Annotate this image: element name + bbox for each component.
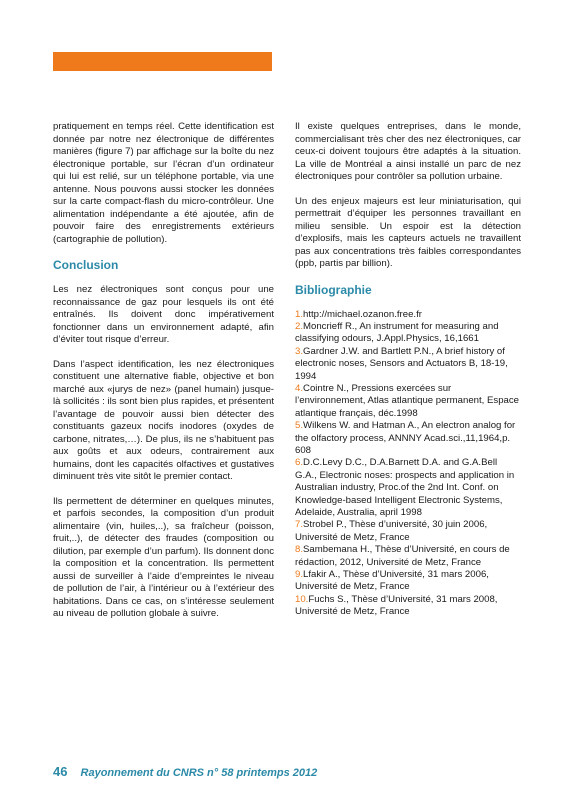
bibliography-text: Strobel P., Thèse d’université, 30 juin 2006, Université de Metz, France	[295, 519, 488, 543]
bibliography-number: 10.	[295, 593, 309, 605]
left-column	[53, 121, 274, 633]
bibliography-text: D.C.Levy D.C., D.A.Barnett D.A. and G.A.Bell G.A., Electronic noses: prospects and application in Australian industry, Proc.of the 2nd Int. Conf. on Knowledge-based Intelligent Electronic Systems, Adelaide, Australia, april 1998	[295, 457, 515, 518]
paragraph: Ils permettent de déterminer en quelques minutes, et parfois secondes, la composition d’un produit alimentaire (vin, huiles,..), sa fraîcheur (poisson, fruit,..), de détecter des fraudes (composition ou dilution, par exemple d’un parfum). Ils donnent donc la composition et la concentration. Ils permettent aussi de surveiller à l’aide d’empreintes le niveau de pollution de l’air, à l’intérieur ou à l’extérieur des habitations. Dans ce cas, on s’intéresse seulement au niveau de pollution globale à suivre.	[53, 495, 274, 619]
bibliography-text: Gardner J.W. and Bartlett P.N., A brief history of electronic noses, Sensors and Actuators B, 18-19, 1994	[295, 345, 508, 382]
bibliography-item	[295, 309, 521, 321]
bibliography-heading: Bibliographie	[295, 282, 372, 297]
bibliography-item	[295, 544, 521, 569]
header-accent-bar	[53, 52, 272, 71]
bibliography-text: Fuchs S., Thèse d’Université, 31 mars 2008, Université de Metz, France	[295, 593, 498, 618]
bibliography-number: 8.	[295, 544, 304, 556]
paragraph: Les nez électroniques sont conçus pour une reconnaissance de gaz pour lesquels ils ont été entraînés. Ils doivent donc impérativement fonctionner dans un environnement adapté, afin d’éviter tout risque d’erreur.	[53, 284, 274, 345]
right-column	[295, 121, 521, 619]
bibliography-number: 9.	[295, 569, 304, 581]
bibliography-number: 5.	[295, 420, 304, 432]
bibliography-link[interactable]: http://michael.ozanon.free.fr	[303, 308, 422, 320]
bibliography-item	[295, 321, 521, 346]
bibliography-text: Sambemana H., Thèse d’Université, en cours de rédaction, 2012, Université de Metz, France	[295, 544, 510, 568]
bibliography-number: 6.	[295, 457, 304, 469]
paragraph: Un des enjeux majeurs est leur miniaturisation, qui permettrait d’équiper les personnes travaillant en milieu sensible. Un espoir est la détection d’explosifs, mais les capteurs actuels ne travaillent pas aux concentrations très faibles correspondantes (ppb, partis par billion).	[295, 195, 521, 269]
bibliography-number: 2.	[295, 320, 304, 332]
bibliography-text: Lfakir A., Thèse d’Université, 31 mars 2006, Université de Metz, France	[295, 569, 489, 593]
paragraph: Il existe quelques entreprises, dans le monde, commercialisant très cher des nez électroniques, car ceux-ci doivent toujours être adaptés à la situation. La ville de Montréal a ainsi installé un parc de nez électroniques pour contrôler sa pollution urbaine.	[295, 121, 521, 182]
conclusion-heading: Conclusion	[53, 258, 119, 272]
bibliography-item	[295, 383, 521, 420]
bibliography-number: 4.	[295, 382, 304, 394]
bibliography-item	[295, 457, 521, 519]
bibliography-list	[295, 309, 521, 619]
paragraph: pratiquement en temps réel. Cette identification est donnée par notre nez électronique de différentes manières (figure 7) par affichage sur la boîte du nez électronique portable, sur l’écran d’un ordinateur qui lui est relié, sur un téléphone portable, via une antenne. Nous pouvons aussi stocker les données sur la carte compact-flash du micro-contrôleur. Une alimentation indépendante a été ajoutée, afin de pouvoir faire des enregistrements extérieurs (cartographie de pollution).	[53, 121, 274, 245]
bibliography-item	[295, 346, 521, 383]
bibliography-number: 3.	[295, 345, 304, 357]
bibliography-number: 7.	[295, 519, 304, 531]
publication-title: Rayonnement du CNRS n° 58 printemps 2012	[80, 767, 318, 779]
bibliography-text: Moncrieff R., An instrument for measuring and classifying odours, J.Appl.Physics, 16,1661	[295, 320, 499, 345]
page-number: 46	[53, 764, 68, 779]
bibliography-item	[295, 594, 521, 619]
bibliography-text: Cointre N., Pressions exercées sur l’environnement, Atlas atlantique permanent, Espace atlantique français, déc.1998	[295, 382, 519, 419]
paragraph: Dans l’aspect identification, les nez électroniques constituent une alternative fiable, objective et bon marché aux «jurys de nez» (panel humain) jusque-là sollicités : ils sont bien plus rapides, et présentent l’avantage de pouvoir aussi bien détecter des constituants gazeux nocifs inodores (oxydes de carbone, nitrates,…). De plus, ils ne s’habituent pas aux goûts et aux odeurs, contrairement aux humains, dont les capacités olfactives et gustatives diminuent très vite sitôt le premier contact.	[53, 358, 274, 482]
bibliography-item	[295, 420, 521, 457]
bibliography-number: 1.	[295, 308, 304, 320]
page-footer	[53, 764, 317, 779]
bibliography-item	[295, 569, 521, 594]
bibliography-text: Wilkens W. and Hatman A., An electron analog for the olfactory process, ANNNY Acad.sci.,11,1964,p. 608	[295, 420, 516, 456]
bibliography-item	[295, 519, 521, 544]
